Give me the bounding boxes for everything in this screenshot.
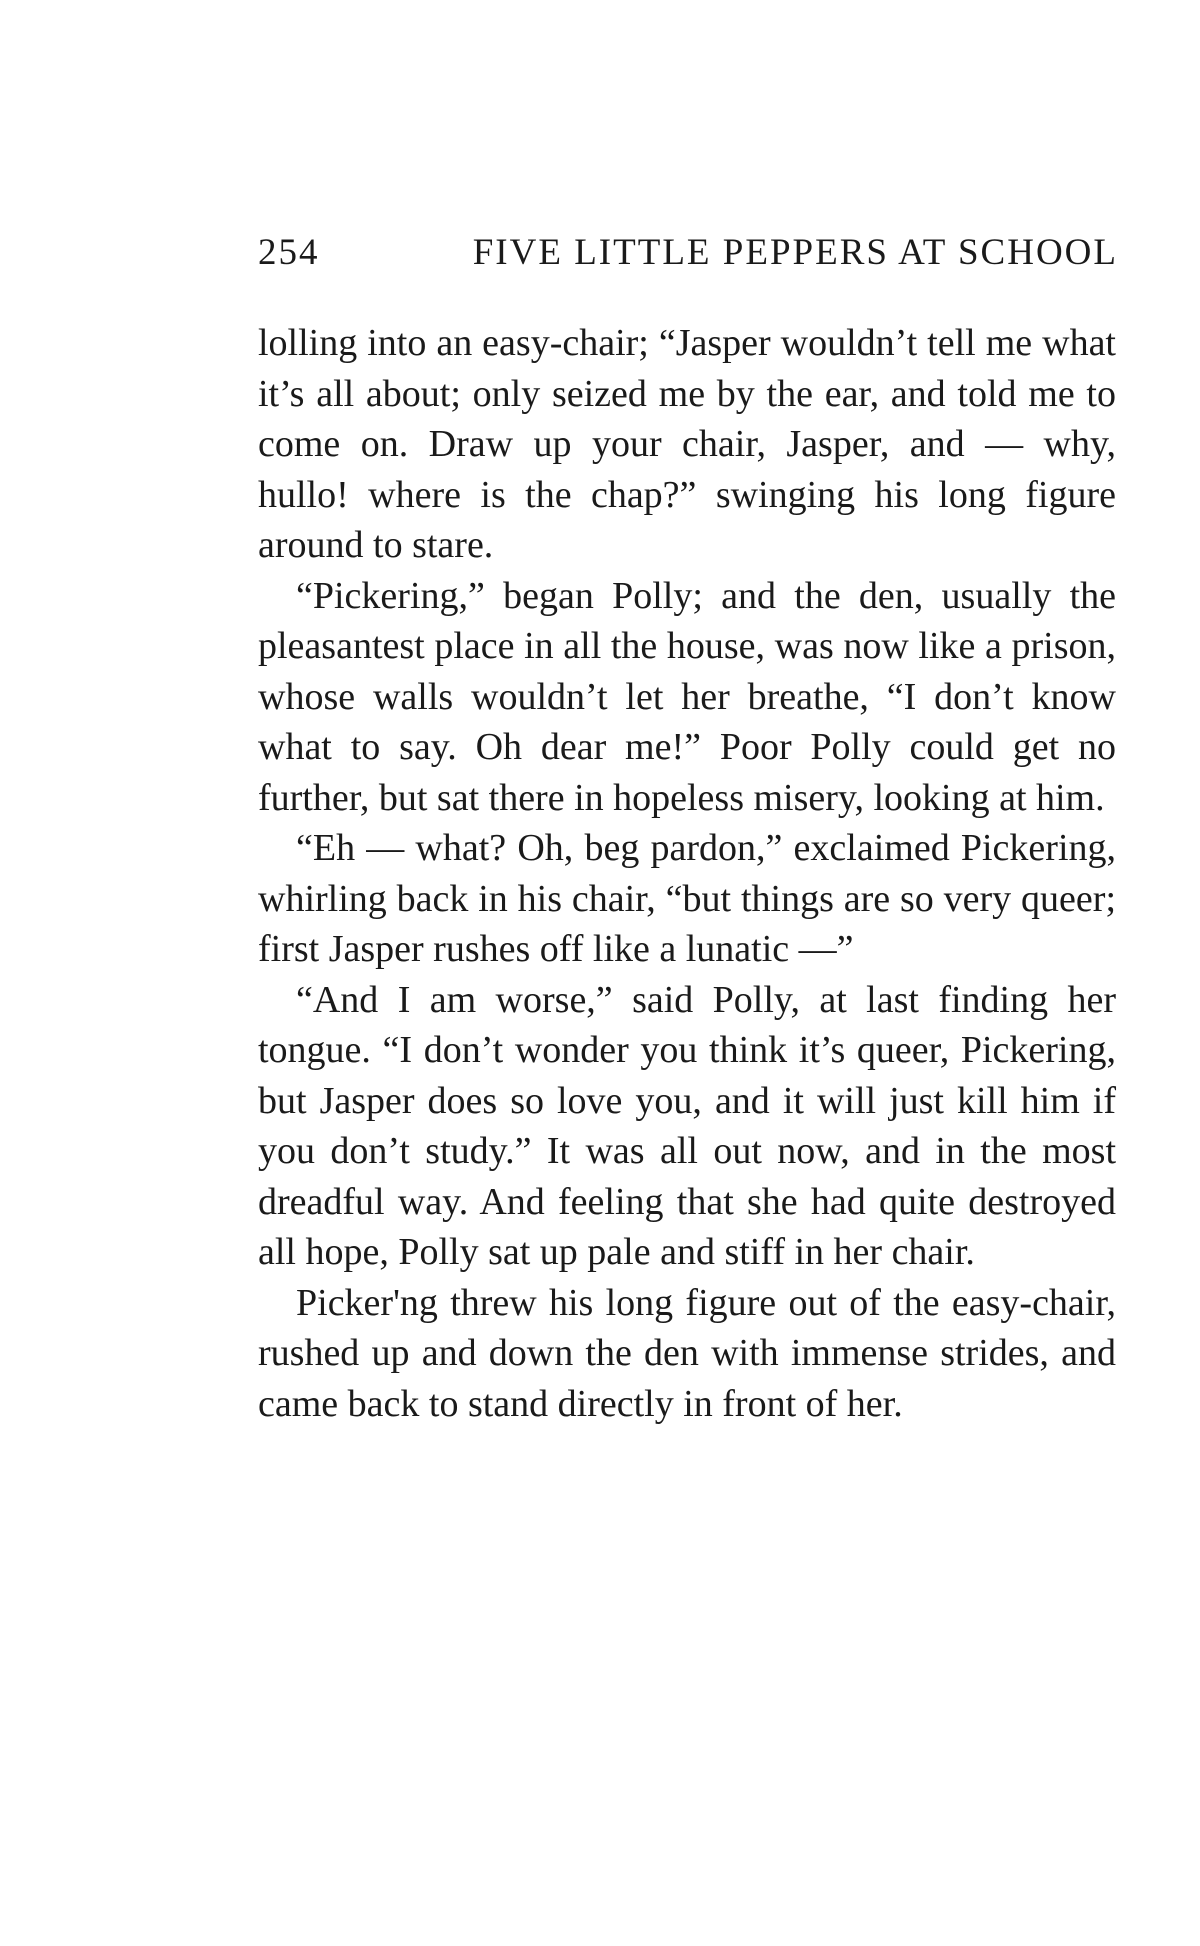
paragraph: “And I am worse,” said Polly, at last finding her tongue. “I don’t wonder you think it’s queer, Pickering, but Jasper does so love you, and it will just kill him if you don’t study.” It was all out now, and in the most dreadful way. And feeling that she had quite destroyed all hope, Polly sat up pale and stiff in her chair.: [258, 978, 1116, 1273]
paragraph: “Pickering,” began Polly; and the den, usually the pleasantest place in all the house, was now like a prison, whose walls wouldn’t let her breathe, “I don’t know what to say. Oh dear me!” Poor Polly could get no further, but sat there in hopeless misery, looking at him.: [258, 574, 1116, 819]
paragraph: lolling into an easy-chair; “Jasper wouldn’t tell me what it’s all about; only seized me by the ear, and told me to come on. Draw up your chair, Jasper, and — why, hullo! where is the chap?” swinging his long figure around to stare.: [258, 322, 1116, 566]
page-number: 254: [258, 232, 320, 273]
body-text: [258, 318, 1116, 1429]
paragraph: Picker'ng threw his long figure out of the easy-chair, rushed up and down the den with immense strides, and came back to stand directly in front of her.: [258, 1281, 1116, 1425]
running-head: [258, 228, 1118, 278]
paragraph: “Eh — what? Oh, beg pardon,” exclaimed Pickering, whirling back in his chair, “but things are so very queer; first Jasper rushes off like a lunatic —”: [258, 827, 1116, 970]
book-title: FIVE LITTLE PEPPERS AT SCHOOL: [472, 232, 1118, 273]
